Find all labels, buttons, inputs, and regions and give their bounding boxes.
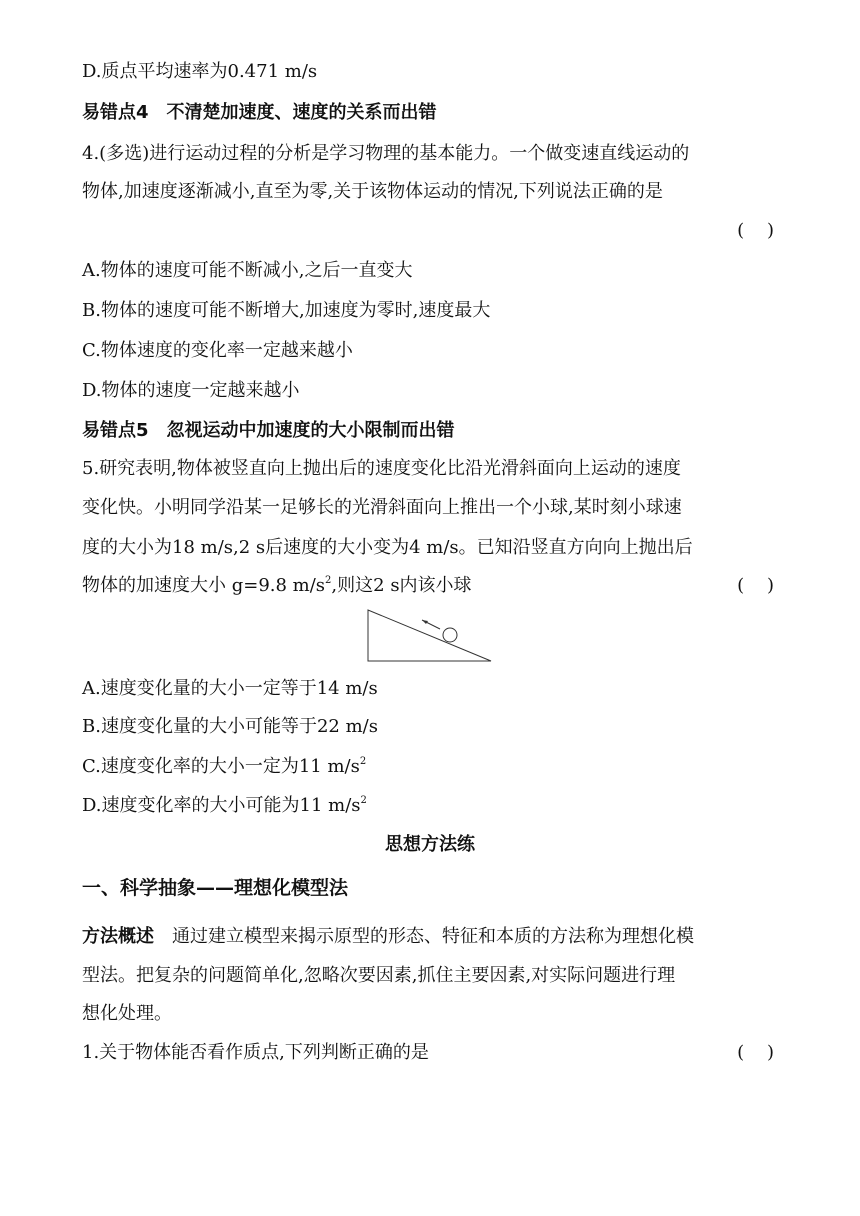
method-tag: 方法概述	[82, 926, 154, 947]
section-heading-5	[82, 418, 782, 444]
heading-title: 不清楚加速度、速度的关系而出错	[166, 102, 437, 123]
incline-slope	[368, 610, 491, 661]
question-5-option-b: B.速度变化量的大小可能等于22 m/s	[82, 716, 378, 737]
ball	[443, 628, 457, 642]
method-line-3: 想化处理。	[82, 1003, 172, 1024]
question-5-line-2: 变化快。小明同学沿某一足够长的光滑斜面向上推出一个小球,某时刻小球速	[82, 497, 682, 518]
method-line-2: 型法。把复杂的问题简单化,忽略次要因素,抓住主要因素,对实际问题进行理	[82, 965, 676, 986]
subsection-title: 一、科学抽象——理想化模型法	[82, 877, 349, 899]
heading-tag: 易错点4	[82, 102, 149, 123]
question-4-line-2: 物体,加速度逐渐减小,直至为零,关于该物体运动的情况,下列说法正确的是	[82, 181, 663, 202]
question-5-line-1: 5.研究表明,物体被竖直向上抛出后的速度变化比沿光滑斜面向上运动的速度	[82, 458, 681, 479]
question-5-line-4: 物体的加速度大小 g=9.8 $m/s^2$,则这2 s内该小球	[82, 575, 472, 596]
method-line-1: 方法概述 通过建立模型来揭示原型的形态、特征和本质的方法称为理想化模	[82, 926, 694, 947]
answer-bracket: ( )	[737, 1042, 774, 1063]
question-5-option-c: C.速度变化率的大小一定为11 $m/s^2$	[82, 756, 367, 777]
question-5-option-a: A.速度变化量的大小一定等于14 m/s	[82, 678, 378, 699]
section-heading-4	[82, 100, 782, 126]
arrow-head-icon	[422, 620, 428, 624]
question-4-line-1: 4.(多选)进行运动过程的分析是学习物理的基本能力。一个做变速直线运动的	[82, 143, 690, 164]
incline-ball-diagram	[366, 608, 494, 664]
section-title: 思想方法练	[385, 834, 475, 855]
question-5-option-d: D.速度变化率的大小可能为11 $m/s^2$	[82, 795, 367, 816]
option-d-prev: D.质点平均速率为0.471 m/s	[82, 61, 318, 82]
question-5-line-3: 度的大小为18 m/s,2 s后速度的大小变为4 m/s。已知沿竖直方向向上抛出后	[82, 537, 693, 558]
heading-tag: 易错点5	[82, 420, 149, 441]
question-4-option-d: D.物体的速度一定越来越小	[82, 380, 300, 401]
question-4-option-c: C.物体速度的变化率一定越来越小	[82, 340, 353, 361]
question-4-option-a: A.物体的速度可能不断减小,之后一直变大	[82, 260, 413, 281]
method-question-1: 1.关于物体能否看作质点,下列判断正确的是	[82, 1042, 429, 1063]
answer-bracket: ( )	[737, 575, 774, 596]
heading-title: 忽视运动中加速度的大小限制而出错	[166, 420, 455, 441]
answer-bracket: ( )	[737, 220, 774, 241]
question-4-option-b: B.物体的速度可能不断增大,加速度为零时,速度最大	[82, 300, 491, 321]
